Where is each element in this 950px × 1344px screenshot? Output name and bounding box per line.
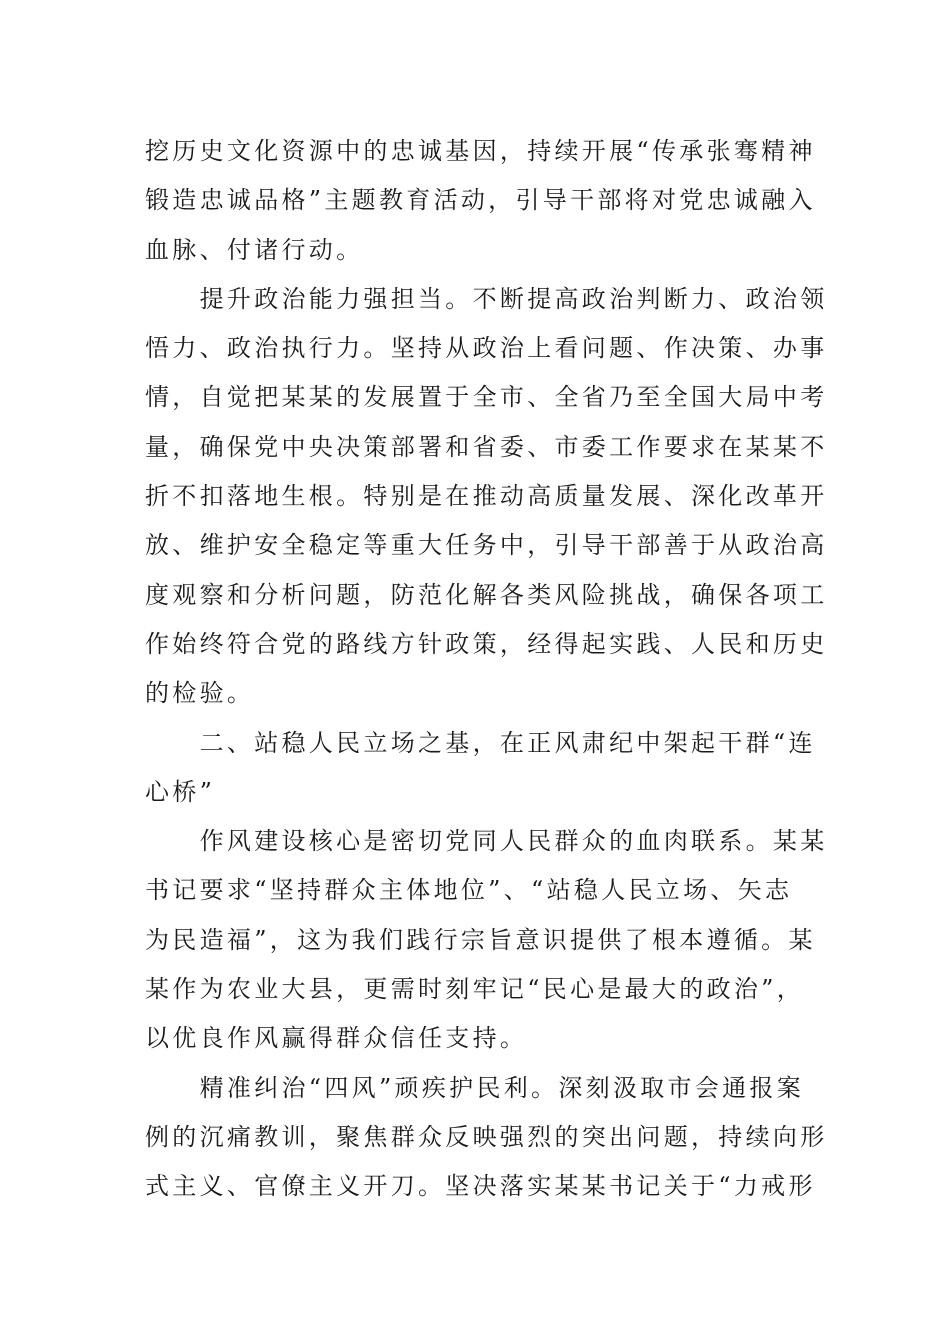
text-line: 作风建设核心是密切党同人民群众的血肉联系。某某 xyxy=(145,827,828,856)
document-body xyxy=(145,127,828,1212)
text-line: 放、维护安全稳定等重大任务中，引导干部善于从政治高 xyxy=(145,531,828,560)
text-line: 书记要求“坚持群众主体地位”、“站稳人民立场、矢志 xyxy=(145,876,793,905)
text-line: 心桥” xyxy=(145,777,216,806)
text-line: 提升政治能力强担当。不断提高政治判断力、政治领 xyxy=(145,284,828,313)
text-line: 某作为农业大县，更需时刻牢记“民心是最大的政治”， xyxy=(145,975,805,1004)
paragraph-work-style xyxy=(145,817,828,1063)
text-line: 例的沉痛教训，聚焦群众反映强烈的突出问题，持续向形 xyxy=(145,1122,828,1151)
paragraph-loyalty-continuation xyxy=(145,127,816,275)
text-line: 为民造福”，这为我们践行宗旨意识提供了根本遵循。某 xyxy=(145,925,816,954)
text-line: 二、站稳人民立场之基，在正风肃纪中架起干群“连 xyxy=(145,728,816,757)
section-heading-two xyxy=(145,719,816,818)
text-line: 悟力、政治执行力。坚持从政治上看问题、作决策、办事 xyxy=(145,334,828,363)
text-line: 式主义、官僚主义开刀。坚决落实某某书记关于“力戒形 xyxy=(145,1172,816,1201)
text-line: 情，自觉把某某的发展置于全市、全省乃至全国大局中考 xyxy=(145,383,828,412)
text-line: 精准纠治“四风”顽疾护民利。深刻汲取市会通报案 xyxy=(145,1073,805,1102)
text-line: 的检验。 xyxy=(145,679,255,708)
text-line: 量，确保党中央决策部署和省委、市委工作要求在某某不 xyxy=(145,432,828,461)
text-line: 折不扣落地生根。特别是在推动高质量发展、深化改革开 xyxy=(145,482,828,511)
text-line: 以优良作风赢得群众信任支持。 xyxy=(145,1024,528,1053)
paragraph-four-winds xyxy=(145,1064,828,1212)
text-line: 挖历史文化资源中的忠诚基因，持续开展“传承张骞精神 xyxy=(145,137,816,165)
text-line: 锻造忠诚品格”主题教育活动，引导干部将对党忠诚融入 xyxy=(145,186,816,215)
text-line: 度观察和分析问题，防范化解各类风险挑战，确保各项工 xyxy=(145,580,828,609)
text-line: 作始终符合党的路线方针政策，经得起实践、人民和历史 xyxy=(145,629,828,658)
text-line: 血脉、付诸行动。 xyxy=(145,235,364,264)
paragraph-political-ability xyxy=(145,275,828,719)
